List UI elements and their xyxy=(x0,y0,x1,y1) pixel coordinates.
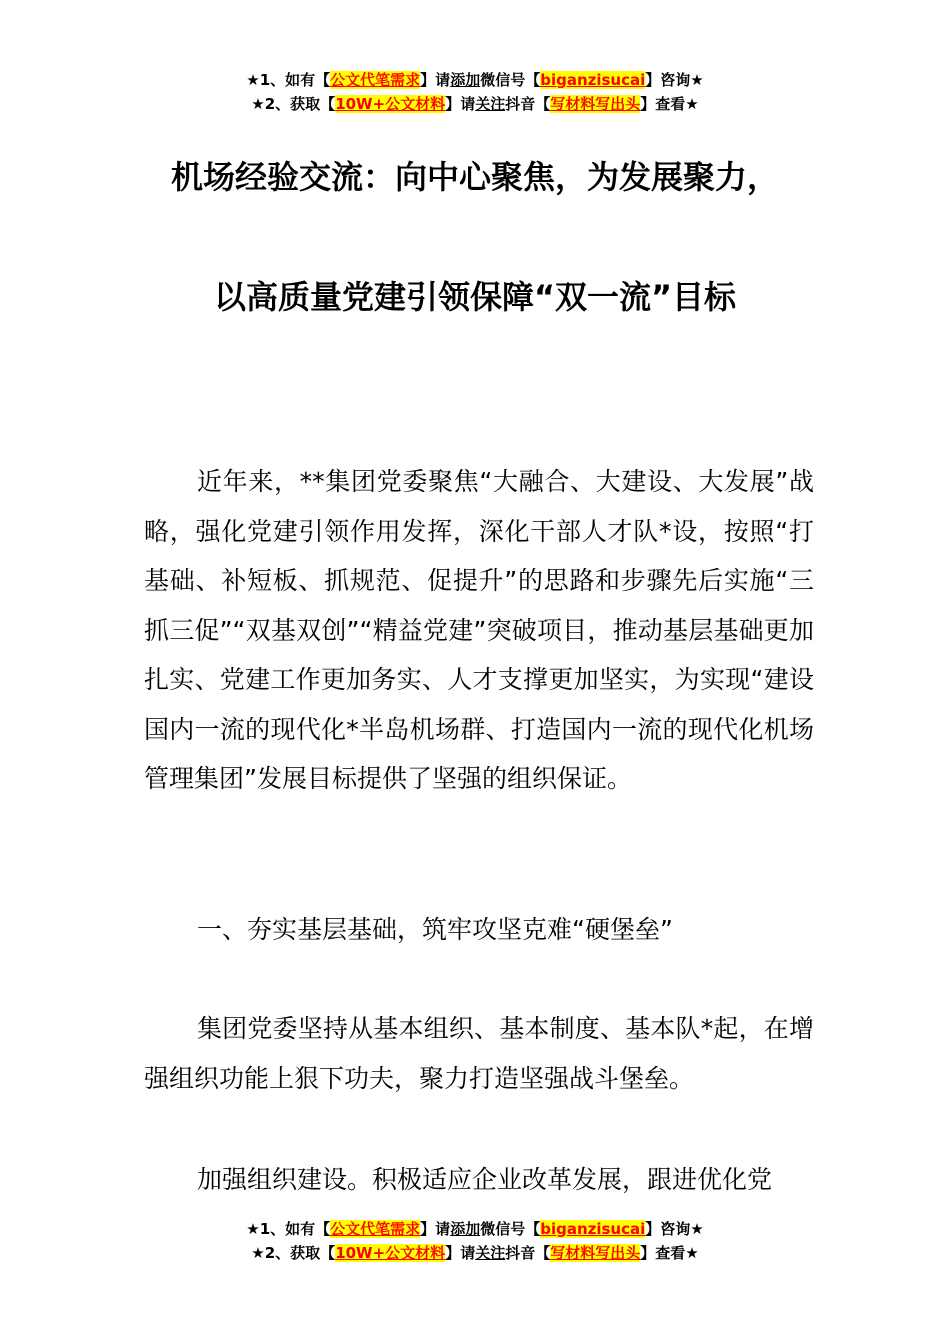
highlight-service: 公文代笔需求 xyxy=(330,1220,421,1238)
highlight-wechat-id: biganzisucai xyxy=(540,1220,646,1238)
highlight-service: 公文代笔需求 xyxy=(330,71,421,89)
highlight-materials: 10W+公文材料 xyxy=(335,1244,446,1262)
footer-banner-line-1: ★1、如有【公文代笔需求】请添加微信号【biganzisucai】咨询★ xyxy=(246,1220,704,1238)
document-title-line-2: 以高质量党建引领保障“双一流”目标 xyxy=(213,278,737,316)
highlight-douyin-account: 写材料写出头 xyxy=(550,95,641,113)
header-banner-line-1: ★1、如有【公文代笔需求】请添加微信号【biganzisucai】咨询★ xyxy=(246,71,704,89)
section-heading-1: 一、夯实基层基础，筑牢攻坚克难“硬堡垒” xyxy=(197,915,673,944)
star-icon: ★ xyxy=(251,95,265,113)
body-paragraph-2: 集团党委坚持从基本组织、基本制度、基本队*起，在增强组织功能上狠下功夫，聚力打造坚强战斗堡垒。 xyxy=(144,1014,814,1093)
header-banner-line-2: ★2、获取【10W+公文材料】请关注抖音【写材料写出头】查看★ xyxy=(251,95,699,113)
star-icon: ★ xyxy=(251,1244,265,1262)
body-paragraph-3: 加强组织建设。积极适应企业改革发展，跟进优化党 xyxy=(197,1165,773,1194)
document-title-line-1: 机场经验交流：向中心聚焦，为发展聚力， xyxy=(170,158,779,196)
star-icon: ★ xyxy=(246,71,260,89)
highlight-wechat-id: biganzisucai xyxy=(540,71,646,89)
footer-banner-line-2: ★2、获取【10W+公文材料】请关注抖音【写材料写出头】查看★ xyxy=(251,1244,699,1262)
highlight-materials: 10W+公文材料 xyxy=(335,95,446,113)
star-icon: ★ xyxy=(246,1220,260,1238)
body-paragraph-intro: 近年来，**集团党委聚焦“大融合、大建设、大发展”战略，强化党建引领作用发挥，深化干部人才队*设，按照“打基础、补短板、抓规范、促提升”的思路和步骤先后实施“三抓三促”“双基双创”“精益党建”突破项目，推动基层基础更加扎实、党建工作更加务实、人才支撑更加坚实，为实现“建设国内一流的现代化*半岛机场群、打造国内一流的现代化机场管理集团”发展目标提供了坚强的组织保证。 xyxy=(144,467,814,793)
footer-banner xyxy=(0,1217,950,1265)
highlight-douyin-account: 写材料写出头 xyxy=(550,1244,641,1262)
header-banner xyxy=(0,68,950,116)
